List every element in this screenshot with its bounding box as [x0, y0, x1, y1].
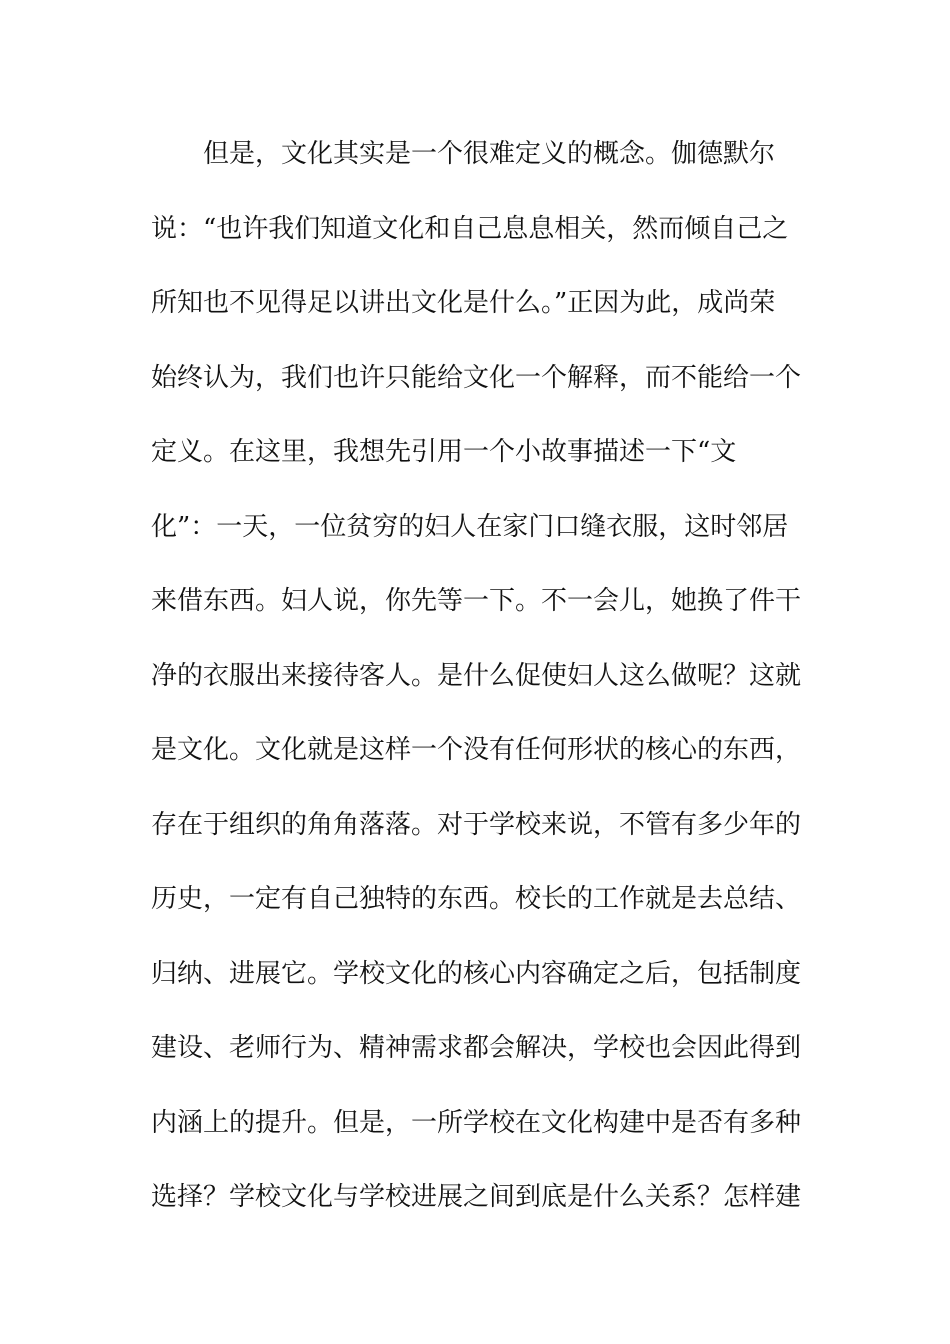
text-line: 选择？学校文化与学校进展之间到底是什么关系？怎样建: [151, 1182, 802, 1212]
text-line: 是文化。文化就是这样一个没有任何形状的核心的东西，: [151, 735, 802, 765]
text-line: 说：“也许我们知道文化和自己息息相关，然而倾自己之: [151, 213, 789, 244]
text-line: 所知也不见得足以讲出文化是什么。”正因为此，成尚荣: [151, 288, 776, 318]
text-line: 历史，一定有自己独特的东西。校长的工作就是去总结、: [151, 884, 802, 914]
text-line: 来借东西。妇人说，你先等一下。不一会儿，她换了件干: [151, 586, 802, 616]
body-paragraph: [151, 124, 801, 1242]
text-line: 内涵上的提升。但是，一所学校在文化构建中是否有多种: [151, 1107, 802, 1138]
text-line: 归纳、进展它。学校文化的核心内容确定之后，包括制度: [151, 958, 802, 989]
text-line: 定义。在这里，我想先引用一个小故事描述一下“文: [151, 437, 737, 467]
text-line: 化”：一天，一位贫穷的妇人在家门口缝衣服，这时邻居: [151, 511, 789, 542]
text-line: 存在于组织的角角落落。对于学校来说，不管有多少年的: [151, 809, 802, 840]
text-line: 净的衣服出来接待客人。是什么促使妇人这么做呢？这就: [151, 660, 802, 691]
text-line: 建设、老师行为、精神需求都会解决，学校也会因此得到: [151, 1033, 802, 1063]
text-line: 始终认为，我们也许只能给文化一个解释，而不能给一个: [151, 362, 802, 393]
text-line: 但是，文化其实是一个很难定义的概念。伽德默尔: [203, 139, 776, 169]
